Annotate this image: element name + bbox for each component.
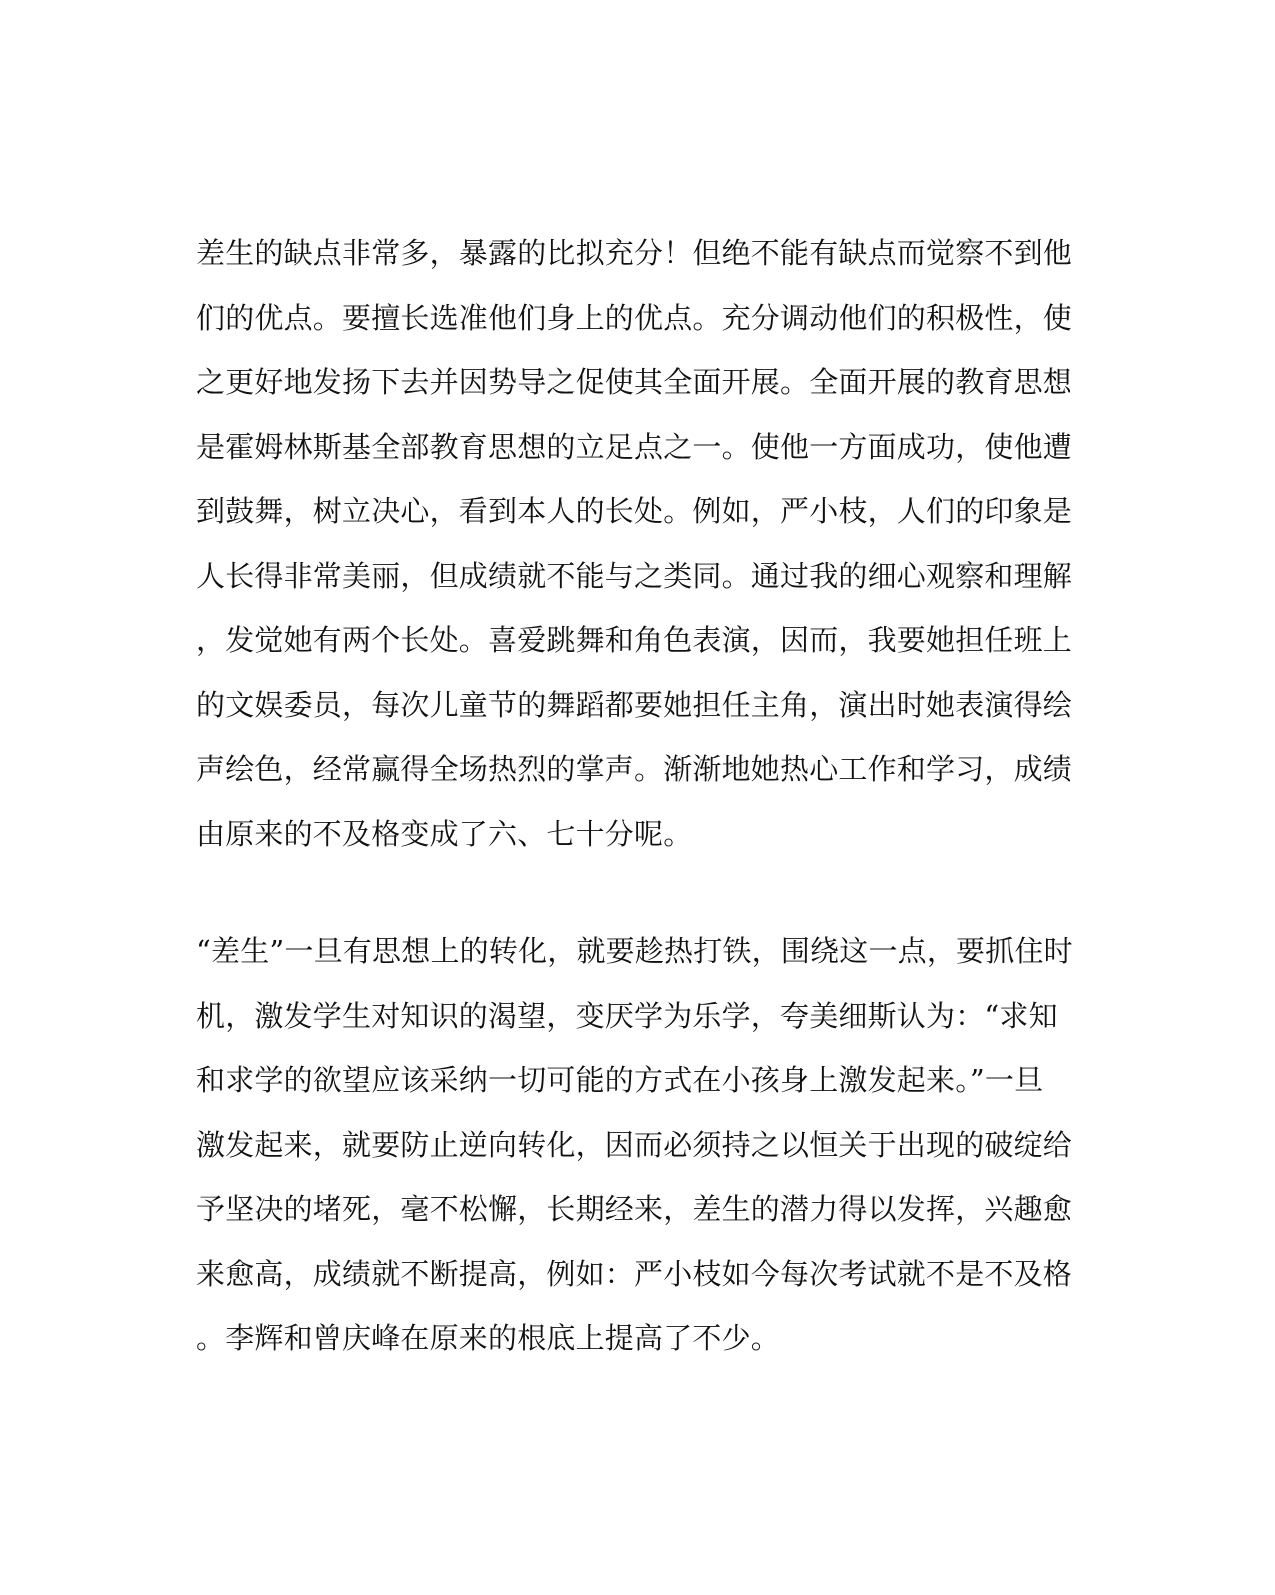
paragraph-line: 予坚决的堵死，毫不松懈，长期经来，差生的潜力得以发挥，兴趣愈 — [196, 1192, 1073, 1226]
paragraph-line: 由原来的不及格变成了六、七十分呢。 — [196, 816, 693, 851]
paragraph-line: 人长得非常美丽，但成绩就不能与之类同。通过我的细心观察和理解 — [196, 558, 1073, 593]
paragraph-line: 差生的缺点非常多，暴露的比拟充分！但绝不能有缺点而觉察不到他 — [196, 236, 1073, 270]
paragraph-line: 激发起来，就要防止逆向转化，因而必须持之以恒关于出现的破绽给 — [196, 1127, 1073, 1162]
paragraph-2 — [196, 925, 1076, 1377]
paragraph-line: 。李辉和曾庆峰在原来的根底上提高了不少。 — [196, 1321, 781, 1355]
paragraph-line: 们的优点。要擅长选准他们身上的优点。充分调动他们的积极性，使 — [196, 300, 1073, 335]
paragraph-line: 机，激发学生对知识的渴望，变厌学为乐学，夸美细斯认为：“求知 — [196, 998, 1058, 1033]
paragraph-line: 和求学的欲望应该采纳一切可能的方式在小孩身上激发起来。”一旦 — [196, 1063, 1044, 1097]
paragraph-line: 是霍姆林斯基全部教育思想的立足点之一。使他一方面成功，使他遭 — [196, 429, 1073, 464]
paragraph-line: 声绘色，经常赢得全场热烈的掌声。渐渐地她热心工作和学习，成绩 — [196, 752, 1073, 786]
paragraph-1 — [196, 227, 1076, 872]
paragraph-line: 之更好地发扬下去并因势导之促使其全面开展。全面开展的教育思想 — [196, 365, 1073, 399]
paragraph-line: 到鼓舞，树立决心，看到本人的长处。例如，严小枝，人们的印象是 — [196, 494, 1073, 528]
paragraph-line: 来愈高，成绩就不断提高，例如：严小枝如今每次考试就不是不及格 — [196, 1256, 1073, 1291]
paragraph-line: 的文娱委员，每次儿童节的舞蹈都要她担任主角，演出时她表演得绘 — [196, 687, 1073, 722]
paragraph-line: ，发觉她有两个长处。喜爱跳舞和角色表演，因而，我要她担任班上 — [196, 623, 1073, 657]
paragraph-line: “差生”一旦有思想上的转化，就要趁热打铁，围绕这一点，要抓住时 — [196, 934, 1073, 968]
